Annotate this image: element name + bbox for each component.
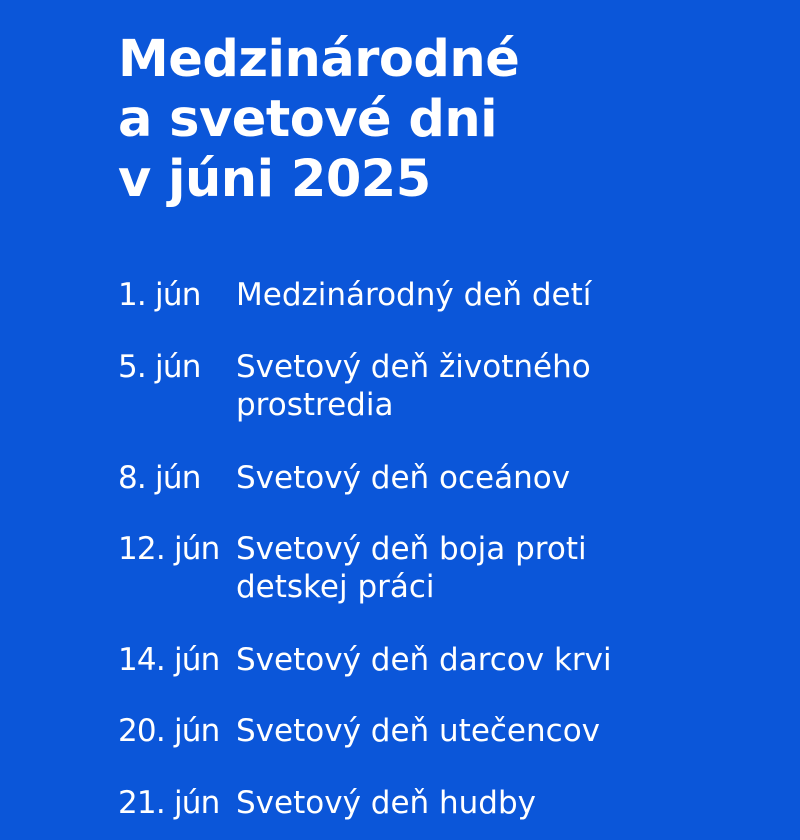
event-date: 14. jún xyxy=(118,642,220,678)
event-date: 12. jún xyxy=(118,531,220,567)
event-date: 21. jún xyxy=(118,785,220,821)
title-line-1: Medzinárodné xyxy=(118,30,520,89)
event-name: Svetový deň boja proti detskej práci xyxy=(236,531,587,605)
event-name: Medzinárodný deň detí xyxy=(236,277,592,313)
title-line-2: a svetové dni xyxy=(118,90,498,149)
event-name: Svetový deň hudby xyxy=(236,785,537,821)
event-date: 1. jún xyxy=(118,277,201,313)
event-date: 5. jún xyxy=(118,349,201,385)
title-line-3: v júni 2025 xyxy=(118,150,431,209)
event-name: Svetový deň utečencov xyxy=(236,713,601,749)
event-name: Svetový deň životného prostredia xyxy=(236,349,591,423)
page-title xyxy=(118,30,519,210)
event-date: 20. jún xyxy=(118,713,220,749)
event-name: Svetový deň oceánov xyxy=(236,460,571,496)
event-date: 8. jún xyxy=(118,460,201,496)
event-name: Svetový deň darcov krvi xyxy=(236,642,612,678)
